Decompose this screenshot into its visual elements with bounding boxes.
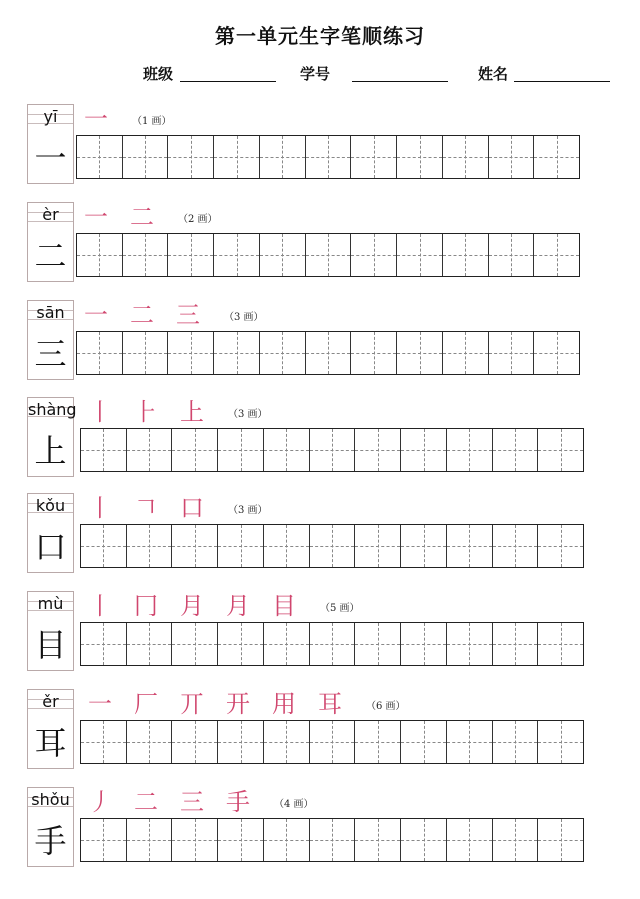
- writing-cell[interactable]: [264, 721, 310, 763]
- hanzi-character: 耳: [34, 724, 67, 762]
- writing-cell[interactable]: [493, 819, 539, 861]
- page-title: 第一单元生字笔顺练习: [215, 24, 425, 48]
- writing-cell[interactable]: [214, 136, 260, 178]
- stroke-step: 一: [84, 203, 108, 231]
- writing-cell[interactable]: [355, 623, 401, 665]
- pinyin-label: yī: [43, 107, 58, 126]
- stroke-count: （1 画）: [132, 116, 172, 127]
- pinyin-label: shǒu: [31, 790, 70, 809]
- writing-grid: [80, 818, 584, 862]
- writing-cell[interactable]: [218, 819, 264, 861]
- writing-cell[interactable]: [172, 721, 218, 763]
- writing-cell[interactable]: [260, 136, 306, 178]
- number-label: 学号: [300, 65, 331, 83]
- writing-cell[interactable]: [447, 721, 493, 763]
- stroke-step: 一: [88, 690, 112, 718]
- class-blank[interactable]: [180, 81, 276, 82]
- practice-row: [0, 591, 640, 681]
- stroke-step: 上: [180, 398, 204, 426]
- writing-cell[interactable]: [489, 332, 535, 374]
- writing-cell[interactable]: [260, 234, 306, 276]
- writing-cell[interactable]: [493, 721, 539, 763]
- writing-cell[interactable]: [214, 332, 260, 374]
- writing-cell[interactable]: [77, 136, 123, 178]
- practice-row: [0, 300, 640, 390]
- writing-cell[interactable]: [351, 234, 397, 276]
- name-label: 姓名: [478, 65, 509, 83]
- writing-grid: [76, 233, 580, 277]
- stroke-step: ⺊: [134, 398, 158, 426]
- student-info: [0, 63, 640, 87]
- stroke-step: 二: [130, 203, 154, 231]
- writing-cell[interactable]: [351, 332, 397, 374]
- writing-cell[interactable]: [81, 525, 127, 567]
- practice-row: [0, 493, 640, 583]
- number-blank[interactable]: [352, 81, 448, 82]
- writing-cell[interactable]: [534, 234, 579, 276]
- practice-row: [0, 104, 640, 194]
- stroke-count: （3 画）: [228, 409, 268, 420]
- writing-grid: [80, 428, 584, 472]
- hanzi-character: 手: [34, 822, 67, 860]
- writing-grid: [80, 622, 584, 666]
- writing-cell[interactable]: [172, 429, 218, 471]
- stroke-step: 丌: [180, 690, 204, 718]
- writing-grid: [76, 135, 580, 179]
- pinyin-label: ěr: [42, 692, 59, 711]
- writing-cell[interactable]: [172, 525, 218, 567]
- pinyin-label: sān: [36, 303, 65, 322]
- pinyin-label: èr: [42, 205, 59, 224]
- writing-cell[interactable]: [77, 332, 123, 374]
- writing-cell[interactable]: [81, 429, 127, 471]
- hanzi-character: 三: [34, 335, 67, 373]
- writing-cell[interactable]: [401, 525, 447, 567]
- stroke-step: 丨: [88, 494, 112, 522]
- writing-cell[interactable]: [172, 623, 218, 665]
- writing-cell[interactable]: [397, 136, 443, 178]
- character-card: [27, 300, 74, 380]
- stroke-step: 一: [84, 301, 108, 329]
- writing-cell[interactable]: [77, 234, 123, 276]
- practice-row: [0, 787, 640, 877]
- writing-cell[interactable]: [401, 819, 447, 861]
- writing-cell[interactable]: [310, 819, 356, 861]
- writing-cell[interactable]: [127, 721, 173, 763]
- character-card: [27, 591, 74, 671]
- writing-cell[interactable]: [127, 819, 173, 861]
- stroke-count: （5 画）: [320, 603, 360, 614]
- stroke-count: （2 画）: [178, 214, 218, 225]
- writing-cell[interactable]: [401, 623, 447, 665]
- stroke-count: （3 画）: [228, 505, 268, 516]
- writing-cell[interactable]: [218, 721, 264, 763]
- writing-cell[interactable]: [538, 623, 583, 665]
- writing-cell[interactable]: [443, 136, 489, 178]
- writing-cell[interactable]: [443, 234, 489, 276]
- stroke-order: [84, 300, 222, 330]
- stroke-order: [88, 787, 272, 817]
- class-label: 班级: [143, 65, 174, 83]
- practice-row: [0, 689, 640, 779]
- stroke-step: 𠃍: [134, 494, 158, 522]
- stroke-step: 月: [226, 592, 250, 620]
- stroke-step: 口: [180, 494, 204, 522]
- writing-cell[interactable]: [401, 429, 447, 471]
- practice-row: [0, 202, 640, 292]
- writing-cell[interactable]: [81, 623, 127, 665]
- writing-cell[interactable]: [355, 819, 401, 861]
- character-card: [27, 787, 74, 867]
- writing-cell[interactable]: [538, 525, 583, 567]
- writing-cell[interactable]: [264, 819, 310, 861]
- stroke-step: 二: [134, 788, 158, 816]
- stroke-step: 一: [84, 105, 108, 133]
- character-card: [27, 202, 74, 282]
- writing-cell[interactable]: [264, 623, 310, 665]
- writing-cell[interactable]: [489, 234, 535, 276]
- stroke-count: （6 画）: [366, 701, 406, 712]
- writing-cell[interactable]: [310, 429, 356, 471]
- practice-row: [0, 397, 640, 487]
- character-card: [27, 493, 74, 573]
- writing-cell[interactable]: [489, 136, 535, 178]
- pinyin-label: kǒu: [35, 496, 66, 515]
- writing-cell[interactable]: [306, 234, 352, 276]
- writing-cell[interactable]: [310, 623, 356, 665]
- writing-cell[interactable]: [351, 136, 397, 178]
- writing-cell[interactable]: [493, 623, 539, 665]
- writing-cell[interactable]: [172, 819, 218, 861]
- writing-cell[interactable]: [355, 429, 401, 471]
- writing-cell[interactable]: [447, 623, 493, 665]
- character-card: [27, 689, 74, 769]
- stroke-step: 三: [176, 301, 200, 329]
- writing-cell[interactable]: [534, 332, 579, 374]
- writing-cell[interactable]: [534, 136, 579, 178]
- writing-cell[interactable]: [443, 332, 489, 374]
- writing-cell[interactable]: [123, 234, 169, 276]
- writing-cell[interactable]: [127, 429, 173, 471]
- writing-grid: [80, 720, 584, 764]
- stroke-step: 丿: [88, 788, 112, 816]
- stroke-step: 用: [272, 690, 296, 718]
- writing-cell[interactable]: [127, 623, 173, 665]
- writing-cell[interactable]: [168, 136, 214, 178]
- stroke-order: [88, 689, 364, 719]
- pinyin-label: shàng: [28, 400, 77, 419]
- stroke-order: [84, 104, 130, 134]
- writing-cell[interactable]: [81, 721, 127, 763]
- writing-cell[interactable]: [306, 136, 352, 178]
- writing-cell[interactable]: [538, 429, 583, 471]
- writing-cell[interactable]: [355, 721, 401, 763]
- writing-cell[interactable]: [397, 332, 443, 374]
- stroke-step: 丨: [88, 398, 112, 426]
- writing-cell[interactable]: [493, 429, 539, 471]
- stroke-step: 手: [226, 788, 250, 816]
- writing-cell[interactable]: [168, 234, 214, 276]
- writing-cell[interactable]: [214, 234, 260, 276]
- writing-cell[interactable]: [123, 136, 169, 178]
- writing-cell[interactable]: [260, 332, 306, 374]
- stroke-step: 丨: [88, 592, 112, 620]
- stroke-count: （4 画）: [274, 799, 314, 810]
- stroke-step: 月: [180, 592, 204, 620]
- stroke-step: 二: [130, 301, 154, 329]
- writing-cell[interactable]: [538, 819, 583, 861]
- writing-cell[interactable]: [264, 525, 310, 567]
- hanzi-character: 一: [34, 139, 67, 177]
- stroke-order: [88, 397, 226, 427]
- writing-cell[interactable]: [310, 721, 356, 763]
- hanzi-character: 二: [34, 237, 67, 275]
- writing-cell[interactable]: [355, 525, 401, 567]
- stroke-order: [88, 591, 318, 621]
- writing-cell[interactable]: [123, 332, 169, 374]
- writing-cell[interactable]: [397, 234, 443, 276]
- writing-cell[interactable]: [127, 525, 173, 567]
- stroke-step: 冂: [134, 592, 158, 620]
- writing-cell[interactable]: [493, 525, 539, 567]
- hanzi-character: 上: [34, 432, 67, 470]
- writing-cell[interactable]: [218, 623, 264, 665]
- hanzi-character: 目: [34, 626, 67, 664]
- stroke-step: 三: [180, 788, 204, 816]
- writing-grid: [80, 524, 584, 568]
- writing-cell[interactable]: [401, 721, 447, 763]
- character-card: [27, 104, 74, 184]
- writing-cell[interactable]: [538, 721, 583, 763]
- stroke-step: 厂: [134, 690, 158, 718]
- writing-cell[interactable]: [218, 525, 264, 567]
- stroke-step: 目: [272, 592, 296, 620]
- pinyin-label: mù: [37, 594, 64, 613]
- writing-cell[interactable]: [447, 525, 493, 567]
- character-card: [27, 397, 77, 477]
- writing-cell[interactable]: [447, 819, 493, 861]
- writing-grid: [76, 331, 580, 375]
- writing-cell[interactable]: [218, 429, 264, 471]
- writing-cell[interactable]: [310, 525, 356, 567]
- stroke-step: 耳: [318, 690, 342, 718]
- writing-cell[interactable]: [447, 429, 493, 471]
- stroke-step: 开: [226, 690, 250, 718]
- writing-cell[interactable]: [168, 332, 214, 374]
- writing-cell[interactable]: [81, 819, 127, 861]
- name-blank[interactable]: [514, 81, 610, 82]
- stroke-order: [84, 202, 176, 232]
- stroke-order: [88, 493, 226, 523]
- writing-cell[interactable]: [306, 332, 352, 374]
- writing-cell[interactable]: [264, 429, 310, 471]
- hanzi-character: 口: [34, 528, 67, 566]
- stroke-count: （3 画）: [224, 312, 264, 323]
